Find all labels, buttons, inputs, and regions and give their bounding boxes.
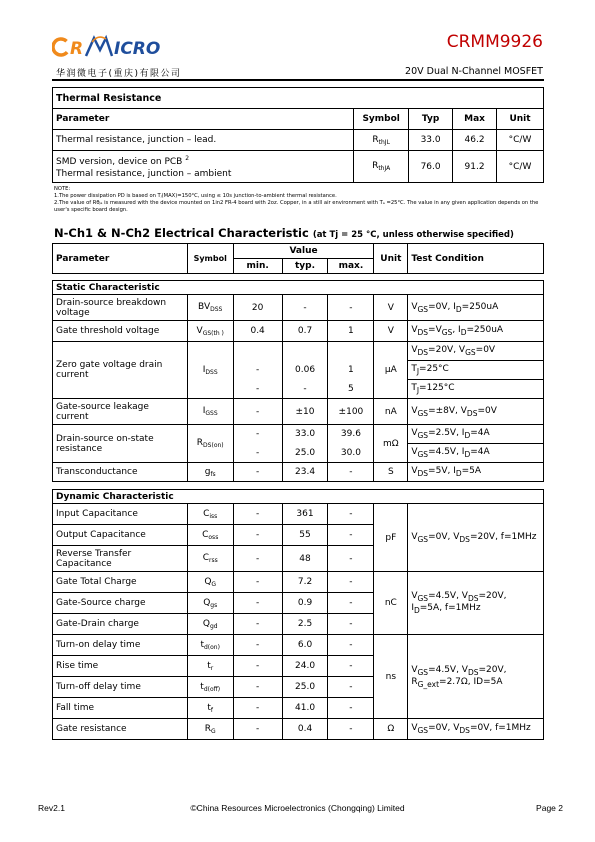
typ-cell: 361 <box>282 504 328 525</box>
footer-copyright: ©China Resources Microelectronics (Chongqing) Limited <box>190 803 405 813</box>
electrical-characteristics-table <box>52 243 544 740</box>
max-cell <box>328 342 374 361</box>
min-cell: - <box>233 463 282 482</box>
min-cell: - <box>233 361 282 380</box>
cond-cell: $V_{GS}=\pm 8V$, $V_{DS}=0V$ <box>408 399 544 425</box>
min-cell: - <box>233 593 282 614</box>
param-cell: Gate-source leakage current <box>53 399 188 425</box>
table-row <box>53 151 544 183</box>
cond-cell: $V_{GS}=4.5V$, $V_{DS}=20V$, $R_{G\_ext}=2.7\Omega$, ID=5A <box>408 635 544 719</box>
table-row <box>53 295 544 321</box>
company-name-cn: 华润微电子(重庆)有限公司 <box>56 69 182 79</box>
max-cell: - <box>328 504 374 525</box>
typ-cell: ±10 <box>282 399 328 425</box>
col-max: max. <box>328 259 374 274</box>
param-cell: Gate Total Charge <box>53 572 188 593</box>
param-cell: Turn-off delay time <box>53 677 188 698</box>
typ-cell: 0.9 <box>282 593 328 614</box>
cond-cell: $V_{GS}=4.5V$, $V_{DS}=20V$, $I_D=5A$, f=1MHz <box>408 572 544 635</box>
max-cell: 1 <box>328 321 374 342</box>
min-cell: - <box>233 614 282 635</box>
param-cell: Fall time <box>53 698 188 719</box>
unit-cell: °C/W <box>497 130 544 151</box>
min-cell: - <box>233 635 282 656</box>
col-parameter: Parameter <box>53 244 188 274</box>
cond-cell: $V_{GS}=0V$, $I_D=250uA$ <box>408 295 544 321</box>
max-cell: - <box>328 295 374 321</box>
unit-cell: °C/W <box>497 151 544 183</box>
typ-cell: 0.4 <box>282 719 328 740</box>
col-max: Max <box>453 109 497 130</box>
min-cell: - <box>233 425 282 444</box>
typ-cell: 23.4 <box>282 463 328 482</box>
dynamic-title: Dynamic Characteristic <box>53 490 544 504</box>
max-cell: - <box>328 525 374 546</box>
min-cell: - <box>233 719 282 740</box>
symbol-cell: $R_{thJA}$ <box>354 151 409 183</box>
col-unit: Unit <box>374 244 408 274</box>
col-value: Value <box>233 244 374 259</box>
max-cell: - <box>328 546 374 572</box>
table-row <box>53 399 544 425</box>
svg-text:R: R <box>70 39 84 59</box>
unit-cell: V <box>374 295 408 321</box>
symbol-cell: $C_{iss}$ <box>187 504 233 525</box>
static-title: Static Characteristic <box>53 281 544 295</box>
col-typ: Typ <box>409 109 453 130</box>
unit-cell: V <box>374 321 408 342</box>
typ-cell: 41.0 <box>282 698 328 719</box>
symbol-cell: $V_{GS(th )}$ <box>187 321 233 342</box>
header-divider <box>52 79 544 81</box>
col-symbol: Symbol <box>354 109 409 130</box>
max-cell: - <box>328 656 374 677</box>
unit-cell: ns <box>374 635 408 719</box>
symbol-cell: $BV_{DSS}$ <box>187 295 233 321</box>
param-cell: Turn-on delay time <box>53 635 188 656</box>
symbol-cell: $R_{thJL}$ <box>354 130 409 151</box>
typ-cell: 25.0 <box>282 677 328 698</box>
part-number: CRMM9926 <box>446 32 543 52</box>
max-cell: - <box>328 719 374 740</box>
cond-cell: $V_{DS}=20V$, $V_{GS}=0V$ <box>408 342 544 361</box>
symbol-cell: $g_{fs}$ <box>187 463 233 482</box>
min-cell: 0.4 <box>233 321 282 342</box>
symbol-cell: $R_{DS(on)}$ <box>187 425 233 463</box>
typ-cell: 6.0 <box>282 635 328 656</box>
table-row <box>53 463 544 482</box>
min-cell: - <box>233 677 282 698</box>
thermal-resistance-table <box>52 87 544 183</box>
table-row <box>53 635 544 656</box>
symbol-cell: $I_{GSS}$ <box>187 399 233 425</box>
param-cell: Reverse Transfer Capacitance <box>53 546 188 572</box>
note-label: NOTE: <box>54 186 71 192</box>
min-cell: - <box>233 380 282 399</box>
svg-text:ICRO: ICRO <box>114 39 161 59</box>
max-cell: - <box>328 698 374 719</box>
max-cell: - <box>328 677 374 698</box>
col-unit: Unit <box>497 109 544 130</box>
cond-cell: $V_{DS}=5V$, $I_D=5A$ <box>408 463 544 482</box>
company-logo <box>52 34 184 60</box>
min-cell: - <box>233 399 282 425</box>
unit-cell: mΩ <box>374 425 408 463</box>
typ-cell <box>282 342 328 361</box>
symbol-cell: $C_{oss}$ <box>187 525 233 546</box>
typ-cell: 25.0 <box>282 444 328 463</box>
min-cell: - <box>233 698 282 719</box>
param-cell: Input Capacitance <box>53 504 188 525</box>
param-cell: Drain-source on-state resistance <box>53 425 188 463</box>
table-row <box>53 342 544 361</box>
typ-cell: 2.5 <box>282 614 328 635</box>
table-row <box>53 504 544 525</box>
max-cell: 30.0 <box>328 444 374 463</box>
max-cell: 39.6 <box>328 425 374 444</box>
max-cell: 91.2 <box>453 151 497 183</box>
min-cell: - <box>233 546 282 572</box>
unit-cell: S <box>374 463 408 482</box>
max-cell: - <box>328 572 374 593</box>
footer-revision: Rev2.1 <box>38 803 65 813</box>
col-symbol: Symbol <box>187 244 233 274</box>
ec-title: N-Ch1 & N-Ch2 Electrical Characteristic (at Tj = 25 °C, unless otherwise specified) <box>54 226 514 240</box>
note-2: 2.The value of Rθⱼₐ is measured with the device mounted on 1in2 FR-4 board with 2oz. Copper, in a still air environment with Tₐ =25°C. The value in any given application depends on the user's specific board design. <box>54 200 539 213</box>
unit-cell: nA <box>374 399 408 425</box>
param-cell: Drain-source breakdown voltage <box>53 295 188 321</box>
max-cell: - <box>328 635 374 656</box>
typ-cell: 76.0 <box>409 151 453 183</box>
footer-page-number: Page 2 <box>536 803 563 813</box>
max-cell: 46.2 <box>453 130 497 151</box>
typ-cell: 33.0 <box>282 425 328 444</box>
min-cell: 20 <box>233 295 282 321</box>
param-cell: Gate resistance <box>53 719 188 740</box>
max-cell: 5 <box>328 380 374 399</box>
param-cell: Output Capacitance <box>53 525 188 546</box>
symbol-cell: $Q_{gd}$ <box>187 614 233 635</box>
max-cell: - <box>328 614 374 635</box>
typ-cell: - <box>282 295 328 321</box>
unit-cell: Ω <box>374 719 408 740</box>
min-cell: - <box>233 572 282 593</box>
thermal-title: Thermal Resistance <box>53 88 544 109</box>
min-cell: - <box>233 504 282 525</box>
param-cell: Gate-Drain charge <box>53 614 188 635</box>
symbol-cell: $R_G$ <box>187 719 233 740</box>
max-cell: ±100 <box>328 399 374 425</box>
table-row <box>53 572 544 593</box>
min-cell <box>233 342 282 361</box>
col-test-condition: Test Condition <box>408 244 544 274</box>
table-row <box>53 425 544 444</box>
col-parameter: Parameter <box>53 109 354 130</box>
param-cell: SMD version, device on PCB $^2$ Thermal resistance, junction – ambient <box>53 151 354 183</box>
typ-cell: 7.2 <box>282 572 328 593</box>
param-cell: Rise time <box>53 656 188 677</box>
col-min: min. <box>233 259 282 274</box>
cond-cell: $T_J=125^\circ C$ <box>408 380 544 399</box>
cond-cell: $T_J=25^\circ C$ <box>408 361 544 380</box>
symbol-cell: $t_{d(on)}$ <box>187 635 233 656</box>
param-cell: Transconductance <box>53 463 188 482</box>
thermal-notes <box>54 186 546 214</box>
max-cell: - <box>328 593 374 614</box>
param-cell: Thermal resistance, junction – lead. <box>53 130 354 151</box>
min-cell: - <box>233 656 282 677</box>
symbol-cell: $I_{DSS}$ <box>187 342 233 399</box>
symbol-cell: $Q_{gs}$ <box>187 593 233 614</box>
unit-cell: nC <box>374 572 408 635</box>
symbol-cell: $C_{rss}$ <box>187 546 233 572</box>
max-cell: - <box>328 463 374 482</box>
typ-cell: - <box>282 380 328 399</box>
cond-cell: $V_{GS}=2.5V$, $I_D=4A$ <box>408 425 544 444</box>
typ-cell: 0.06 <box>282 361 328 380</box>
unit-cell: pF <box>374 504 408 572</box>
symbol-cell: $t_{d(off)}$ <box>187 677 233 698</box>
col-typ: typ. <box>282 259 328 274</box>
symbol-cell: $Q_G$ <box>187 572 233 593</box>
table-row <box>53 130 544 151</box>
typ-cell: 48 <box>282 546 328 572</box>
max-cell: 1 <box>328 361 374 380</box>
cond-cell: $V_{DS}=V_{GS}$, $I_D=250uA$ <box>408 321 544 342</box>
unit-cell: μA <box>374 342 408 399</box>
param-cell: Gate-Source charge <box>53 593 188 614</box>
note-1: 1.The power dissipation PD is based on Tⱼ(MAX)=150°C, using ≤ 10s junction-to-ambient thermal resistance. <box>54 193 337 199</box>
cond-cell: $V_{GS}=0V$, $V_{DS}=20V$, f=1MHz <box>408 504 544 572</box>
typ-cell: 0.7 <box>282 321 328 342</box>
typ-cell: 24.0 <box>282 656 328 677</box>
typ-cell: 55 <box>282 525 328 546</box>
table-row <box>53 719 544 740</box>
cond-cell: $V_{GS}=0V$, $V_{DS}=0V$, f=1MHz <box>408 719 544 740</box>
typ-cell: 33.0 <box>409 130 453 151</box>
param-cell: Gate threshold voltage <box>53 321 188 342</box>
param-cell: Zero gate voltage drain current <box>53 342 188 399</box>
symbol-cell: $t_r$ <box>187 656 233 677</box>
part-description: 20V Dual N-Channel MOSFET <box>405 66 543 77</box>
symbol-cell: $t_f$ <box>187 698 233 719</box>
cond-cell: $V_{GS}=4.5V$, $I_D=4A$ <box>408 444 544 463</box>
min-cell: - <box>233 525 282 546</box>
min-cell: - <box>233 444 282 463</box>
table-row <box>53 321 544 342</box>
